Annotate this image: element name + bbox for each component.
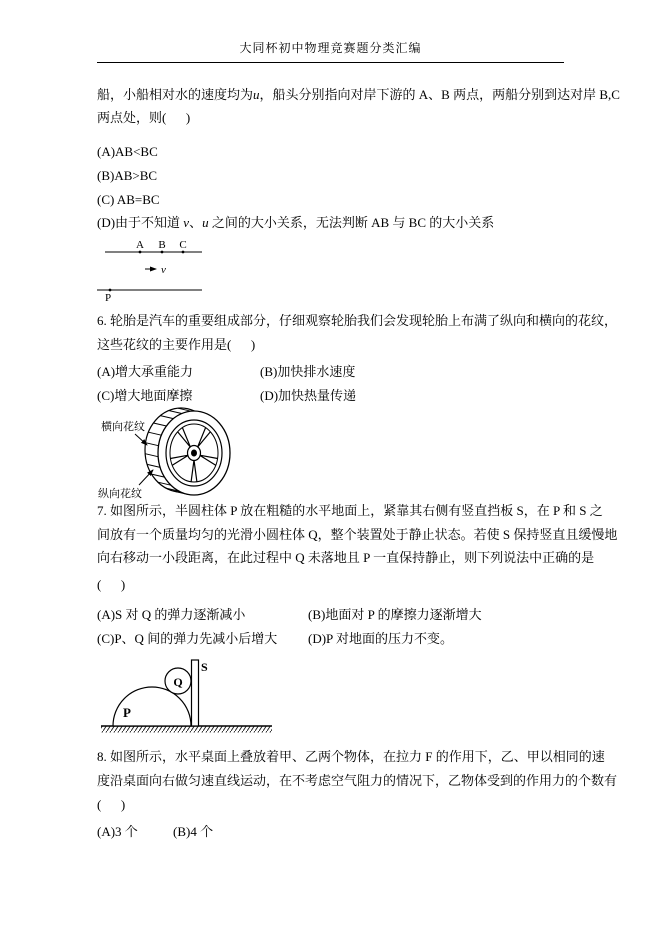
q5-option-d-v-symbol: v: [183, 215, 190, 230]
q6-tire-figure: [95, 406, 243, 502]
point-a-label: A: [136, 239, 144, 251]
q6-option-c: (C)增大地面摩擦: [97, 388, 193, 403]
header-divider: [97, 62, 564, 63]
q7-option-b: (B)地面对 P 的摩擦力逐渐增大: [308, 607, 482, 622]
q8-option-a: (A)3 个: [97, 824, 138, 839]
q8-stem-line3: ( ): [97, 797, 126, 812]
q5-option-d-u-symbol: u: [202, 215, 209, 230]
board-s-label: S: [201, 660, 208, 674]
q8-stem-line1: 8. 如图所示，水平桌面上叠放着甲、乙两个物体，在拉力 F 的作用下，乙、甲以相同的速: [97, 749, 605, 764]
q5-option-d: [97, 215, 494, 231]
q5-stem-pre: 船，小船相对水的速度均为: [97, 87, 254, 102]
q7-stem-line4: ( ): [97, 577, 126, 592]
q5-stem-line1: [97, 87, 620, 103]
q7-stem-line2: 间放有一个质量均匀的光滑小圆柱体 Q，整个装置处于静止状态。若使 S 保持竖直且缓慢地: [97, 527, 618, 542]
page-header: [0, 39, 661, 56]
q5-option-d-pre: (D)由于不知道: [97, 215, 184, 230]
q5-stem-line2: 两点处，则( ): [97, 110, 191, 125]
q5-option-a: (A)AB<BC: [97, 144, 158, 159]
q5-option-d-post: 之间的大小关系，无法判断 AB 与 BC 的大小关系: [208, 215, 495, 230]
q5-stem-u-symbol: u: [253, 87, 260, 102]
q5-option-b: (B)AB>BC: [97, 168, 158, 183]
wheel-hub-center: [191, 450, 197, 457]
q7-stem-line1: 7. 如图所示，半圆柱体 P 放在粗糙的水平地面上，紧靠其右侧有竖直挡板 S，在 P 和 S 之: [97, 503, 603, 518]
page-title: 大同杯初中物理竞赛题分类汇编: [239, 41, 422, 55]
q7-stem-line3: 向右移动一小段距离，在此过程中 Q 未落地且 P 一直保持静止，则下列说法中正确的是: [97, 550, 595, 565]
q7-option-c: (C)P、Q 间的弹力先减小后增大: [97, 631, 278, 646]
longitudinal-pattern-label: 纵向花纹: [98, 488, 142, 500]
point-b-label: B: [158, 239, 166, 251]
point-c-label: C: [179, 239, 187, 251]
q6-option-a: (A)增大承重能力: [97, 364, 194, 379]
transverse-pattern-arrow: [135, 434, 147, 445]
q7-option-d: (D)P 对地面的压力不变。: [308, 631, 454, 646]
q5-stem-post: ，船头分别指向对岸下游的 A、B 两点，两船分别到达对岸 B,C: [259, 87, 620, 102]
q5-river-diagram: [95, 239, 215, 303]
point-p-label: P: [105, 292, 112, 303]
q6-stem-line2: 这些花纹的主要作用是( ): [97, 337, 256, 352]
q5-option-d-sep: 、: [189, 215, 203, 230]
q6-option-b: (B)加快排水速度: [260, 364, 356, 379]
semicylinder-p-label: P: [123, 705, 131, 720]
q7-statics-diagram: [95, 653, 280, 735]
board-s-shape: [192, 660, 199, 726]
q7-option-a: (A)S 对 Q 的弹力逐渐减小: [97, 607, 246, 622]
q5-option-c: (C) AB=BC: [97, 192, 160, 207]
q6-option-d: (D)加快热量传递: [260, 388, 357, 403]
q8-stem-line2: 度沿桌面向右做匀速直线运动，在不考虑空气阻力的情况下，乙物体受到的作用力的个数有: [97, 773, 618, 788]
bank-point-dots: [109, 251, 185, 292]
q8-option-b: (B)4 个: [173, 824, 214, 839]
ground-hatching: [101, 727, 272, 733]
longitudinal-pattern-arrow: [139, 470, 153, 485]
transverse-pattern-label: 横向花纹: [101, 421, 145, 433]
cylinder-q-label: Q: [173, 675, 183, 689]
q6-stem-line1: 6. 轮胎是汽车的重要组成部分，仔细观察轮胎我们会发现轮胎上布满了纵向和横向的花纹，: [97, 313, 618, 328]
velocity-label: v: [161, 264, 166, 276]
